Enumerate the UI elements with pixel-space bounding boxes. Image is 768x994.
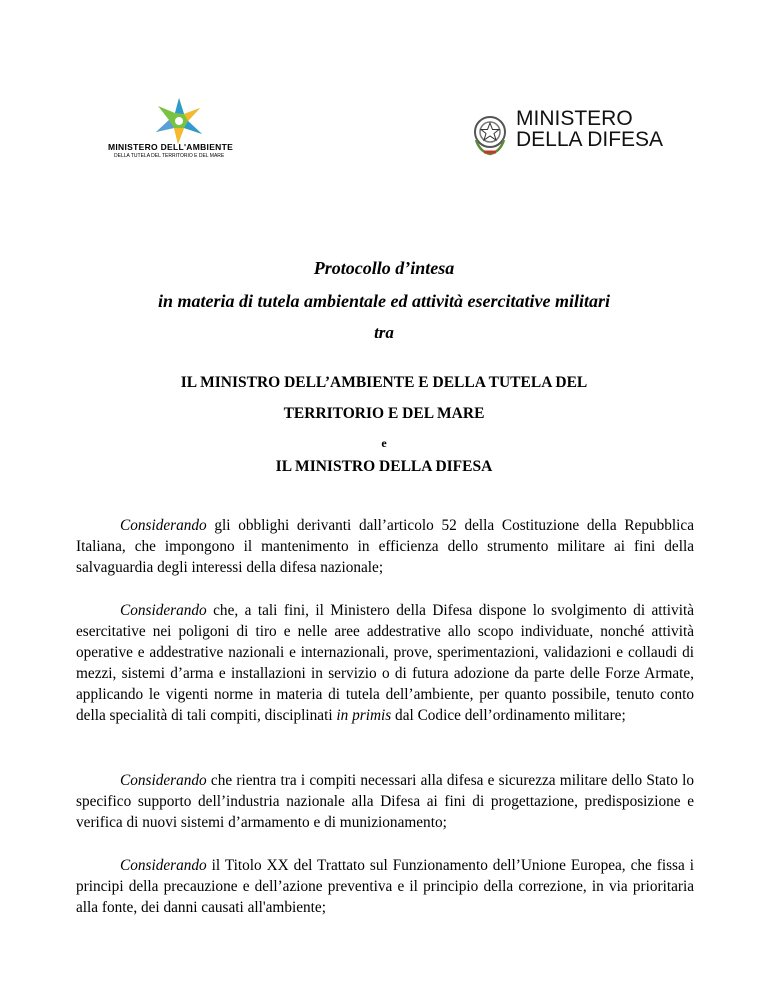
paragraph-emphasis: in primis [336,707,392,724]
logo-right-line2: DELLA DIFESA [516,128,664,151]
party-difesa: IL MINISTRO DELLA DIFESA [275,458,493,475]
paragraph-lead: Considerando [120,517,207,534]
logo-right-line1: MINISTERO [516,107,633,130]
paragraph-3 [76,770,694,833]
paragraph-lead: Considerando [120,857,207,874]
parties-conjunction: e [381,436,387,450]
logo-left-line1: MINISTERO DELL'AMBIENTE [108,142,234,152]
paragraph-4 [76,855,694,918]
paragraph-lead: Considerando [120,772,207,789]
ministero-difesa-logo [470,108,700,160]
paragraph-2 [76,600,694,726]
republic-emblem-icon [470,112,510,156]
paragraph-text: il Titolo XX del Trattato sul Funzionamento dell’Unione Europea, che fissa i principi della precauzione e dell’azione preventiva e il principio della correzione, in via prioritaria alla fonte, dei danni causati all'ambiente; [76,857,694,916]
document-title: Protocollo d’intesa [313,258,455,278]
logo-left-line2: DELLA TUTELA DEL TERRITORIO E DEL MARE [114,153,225,159]
document-subtitle: in materia di tutela ambientale ed attività esercitative militari [158,291,610,311]
party-ambiente-line2: TERRITORIO E DEL MARE [283,405,485,422]
paragraph-lead: Considerando [120,602,207,619]
paragraph-text: che, a tali fini, il Ministero della Difesa dispone lo svolgimento di attività esercitative nei poligoni di tiro e nelle aree addestrative allo scopo individuate, nonché attività operative e addestrative nazionali e internazionali, prove, sperimentazioni, validazioni e collaudi di mezzi, sistemi d’arma e installazioni in servizio o di futura adozione da parte delle Forze Armate, applicando le vigenti norme in materia di tutela dell’ambiente, per quanto possibile, tenuto conto della specialità di tali compiti, disciplinati [76,602,694,724]
paragraph-text: che rientra tra i compiti necessari alla difesa e sicurezza militare dello Stato lo specifico supporto dell’industria nazionale alla Difesa ai fini di progettazione, predisposizione e verifica di nuovi sistemi d’armamento e di munizionamento; [76,772,694,831]
party-ambiente-line1: IL MINISTRO DELL’AMBIENTE E DELLA TUTELA DEL [180,374,588,391]
paragraph-text-end: dal Codice dell’ordinamento militare; [391,707,626,724]
star-logo-icon [148,96,210,146]
ministero-ambiente-logo [108,96,248,162]
paragraph-text: gli obblighi derivanti dall’articolo 52 della Costituzione della Repubblica Italiana, che impongono il mantenimento in efficienza dello strumento militare ai fini della salvaguardia degli interessi della difesa nazionale; [76,517,694,576]
title-conjunction: tra [374,323,394,342]
paragraph-1 [76,515,694,578]
